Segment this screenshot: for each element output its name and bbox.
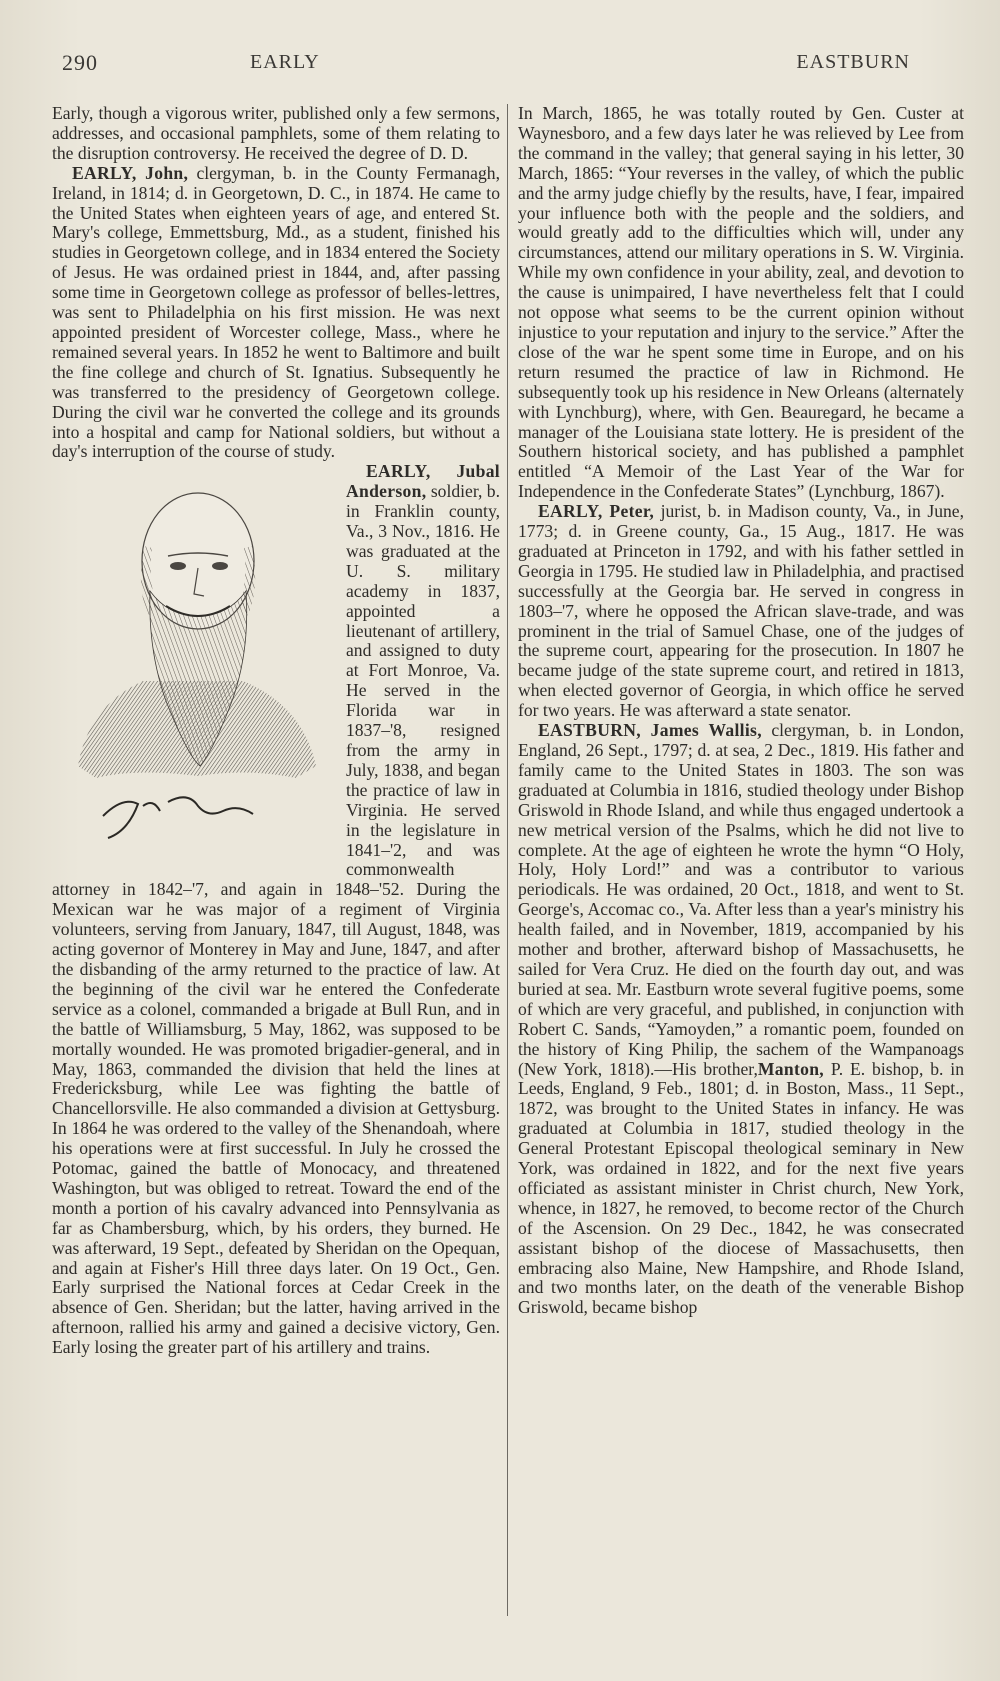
entry-heading: EARLY, Jubal Anderson, xyxy=(346,461,500,502)
paragraph: In March, 1865, he was totally routed by Gen. Custer at Waynesboro, and a few days later he was relieved by Lee from the command in the valley; that general saying in his letter, 30 March, 1865: “Your reverses in the valley, of which the public and the army judge chiefly by the results, have, I fear, impaired your influence both with the people and the soldiers, and would greatly add to the difficulties which will, under any circumstances, attend our military operations in S. W. Virginia. While my own confidence in your ability, zeal, and devotion to the cause is unimpaired, I have nevertheless felt that I could not oppose what seems to be the current opinion without injustice to your reputation and injury to the service.” After the close of the war he spent some time in Europe, and on his return resumed the practice of law in Richmond. He subsequently took up his residence in New Orleans (alternately with Lynchburg), where, with Gen. Beauregard, he became a manager of the Louisiana state lottery. He is president of the Southern historical society, and has published a pamphlet entitled “A Memoir of the Last Year of the War for Independence in the Confederate States” (Lynchburg, 1867). xyxy=(518,103,964,502)
entry-text: clergyman, b. in the County Fermanagh, Ireland, in 1814; d. in Georgetown, D. C., in 1874. He came to the United States when eighteen years of age, and entered St. Mary's college, Emmettsburg, Md., as a student, finished his studies in Georgetown college, and in 1834 entered the Society of Jesus. He was ordained priest in 1844, and, after passing some time in Georgetown college as professor of belles-lettres, was sent to Philadelphia on his first mission. He was next appointed president of Worcester college, Mass., where he remained several years. In 1852 he went to Baltimore and built the fine college and church of St. Ignatius. Subsequently he was transferred to the presidency of Georgetown college. During the civil war he converted the college and its grounds into a hospital and camp for National soldiers, but without a day's interruption of the course of study. xyxy=(52,162,500,462)
entry-james-eastburn xyxy=(518,721,964,1318)
running-head xyxy=(52,50,952,80)
entry-john-early xyxy=(52,164,500,463)
entry-peter-early xyxy=(518,502,964,721)
page-number: 290 xyxy=(62,50,98,75)
column-divider xyxy=(507,104,508,1616)
entry-heading: EARLY, Peter, xyxy=(538,501,655,522)
left-column xyxy=(52,104,500,1358)
running-head-left: EARLY xyxy=(250,51,320,73)
running-head-right: EASTBURN xyxy=(796,51,910,73)
entry-heading: EARLY, John, xyxy=(72,162,189,183)
right-column xyxy=(518,104,964,1318)
paragraph: Early, though a vigorous writer, published only a few sermons, addresses, and occasional pamphlets, some of them relating to the disruption controversy. He received the degree of D. D. xyxy=(52,103,500,163)
entry-text: clergyman, b. in London, England, 26 Sept., 1797; d. at sea, 2 Dec., 1819. His father and family came to the United States in 1803. The son was graduated at Columbia in 1816, studied theology under Bishop Griswold in Rhode Island, and while thus engaged undertook a new metrical version of the Psalms, which he did not live to complete. At the age of eighteen he wrote the hymn “O Holy, Holy, Holy Lord!” and was a contributor to various periodicals. He was ordained, 20 Oct., 1818, and went to St. George's, Accomac co., Va. After less than a year's ministry his health failed, and in November, 1819, accompanied by his mother and brother, afterward bishop of Massachusetts, he sailed for Vera Cruz. He died on the fourth day out, and was buried at sea. Mr. Eastburn wrote several fugitive poems, some of which are very graceful, and published, in conjunction with Robert C. Sands, “Yamoyden,” a romantic poem, founded on the history of King Philip, the sachem of the Wampanoags (New York, 1818).—His brother, xyxy=(518,720,964,1079)
entry-text: jurist, b. in Madison county, Va., in June, 1773; d. in Greene county, Ga., 15 Aug., 1817. He was graduated at Princeton in 1792, and with his father settled in Georgia in 1795. He studied law in Philadelphia, and practised successfully at the Georgia bar. He served in congress in 1803–'7, where he opposed the African slave-trade, and was prominent in the trial of Samuel Chase, one of the judges of the supreme court, appearing for the prosecution. In 1807 he became judge of the state supreme court, and retired in 1813, when elected governor of Georgia, in which office he served for two years. He was afterward a state senator. xyxy=(518,501,964,721)
portrait-figure xyxy=(48,466,338,874)
entry-heading: EASTBURN, James Wallis, xyxy=(538,720,762,741)
entry-heading: Manton, xyxy=(757,1058,824,1079)
entry-text: P. E. bishop, b. in Leeds, England, 9 Feb., 1801; d. in Boston, Mass., 11 Sept., 1872, was brought to the United States in infancy. He was graduated at Columbia in 1817, studied theology in the General Protestant Episcopal theological seminary in New York, was ordained in 1822, and for the next five years officiated as assistant minister in Christ church, New York, whence, in 1827, he removed, to become rector of the Church of the Ascension. On 29 Dec., 1842, he was consecrated assistant bishop of the diocese of Massachusetts, then embracing also Maine, New Hampshire, and Rhode Island, and two months later, on the death of the venerable Bishop Griswold, became bishop xyxy=(518,1058,964,1318)
entry-text: soldier, b. in Franklin county, Va., 3 Nov., 1816. He was graduated at the U. S. military academy in 1837, appointed a lieutenant of artillery, and assigned to duty at Fort Monroe, Va. He served in the Florida war in 1837–'8, resigned from the army in July, 1838, and began the practice of law in Virginia. He served in the legislature in 1841–'2, and was commonwealth attorney in 1842–'7, and again in 1848–'52. During the Mexican war he was major of a regiment of Virginia volunteers, serving from January, 1847, till August, 1848, was acting governor of Monterey in May and June, 1847, and after the disbanding of the army returned to the practice of law. At the beginning of the civil war he entered the Confederate service as a colonel, commanded a brigade at Bull Run, and in the battle of Williamsburg, 5 May, 1862, was supposed to be mortally wounded. He was promoted brigadier-general, and in May, 1863, commanded the division that held the lines at Fredericksburg, while Lee was fighting the battle of Chancellorsville. He also commanded a division at Gettysburg. In 1864 he was ordered to the valley of the Shenandoah, where his operations were at first successful. In July he crossed the Potomac, gained the battle of Monocacy, and threatened Washington, but was obliged to retreat. Toward the end of the month a portion of his cavalry advanced into Pennsylvania as far as Chambersburg, which, by his orders, they burned. He was afterward, 19 Sept., defeated by Sheridan on the Opequan, and again at Fisher's Hill three days later. On 19 Oct., Gen. Early surprised the National forces at Cedar Creek in the absence of Gen. Sheridan; but the latter, having arrived in the afternoon, rallied his army and gained a decisive victory, Gen. Early losing the greater part of his artillery and trains. xyxy=(52,481,500,1358)
portrait-engraving xyxy=(48,466,338,874)
